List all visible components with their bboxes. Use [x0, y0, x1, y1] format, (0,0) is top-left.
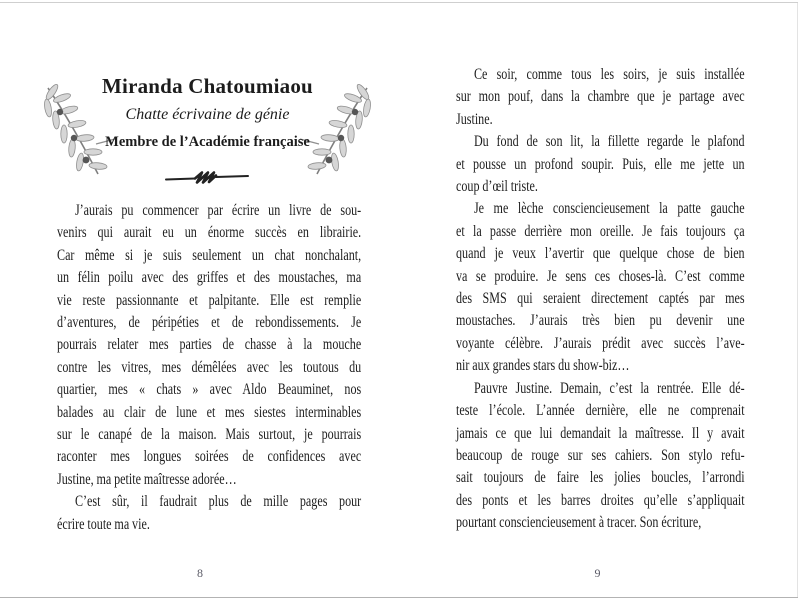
text-line: un félin poilu avec des griffes et des moustaches, ma [57, 269, 362, 287]
book-page-right [430, 0, 770, 601]
text-line: balades au clair de lune et mes siestes interminables [57, 403, 362, 421]
text-line: sait toujours de faire les jolies boucles, l’arrondi [456, 469, 745, 487]
text-line: Justine. [456, 110, 493, 128]
text-line: Ce soir, comme tous les soirs, je suis installée [473, 66, 745, 83]
text-line: vie reste passionnante et palpitante. Elle est remplie [57, 291, 362, 309]
text-line: beaucoup de rouge sur ses cahiers. Son stylo refu- [456, 446, 745, 464]
text-line: Du fond de son lit, la fillette regarde le plafond [473, 133, 745, 151]
text-line: pourrais relater mes parties de chasse à la mouche [57, 336, 362, 354]
text-line: va se produire. Je sens ces choses-là. C’est comme [456, 267, 745, 285]
text-line: Je me lèche consciencieusement la patte gauche [473, 200, 745, 218]
text-line: contre les vitres, mes démêlées avec les toutous du [57, 358, 362, 376]
page-number-left: 8 [197, 566, 203, 580]
text-line: sur le canapé de la maison. Mais surtout, je pourrais [57, 426, 362, 444]
page-number-right: 9 [594, 566, 601, 580]
text-line: Pauvre Justine. Demain, c’est la rentrée. Elle dé- [473, 379, 745, 397]
text-line: J’aurais pu commencer par écrire un livre de sou- [74, 202, 362, 219]
text-line: quand je veux l’avertir que quelque chose de bien [456, 245, 745, 263]
text-line: des ponts et les barres droites qu’elle s’appliquait [456, 491, 745, 509]
text-line: raconter mes longues soirées de confidences avec [57, 448, 362, 466]
squiggle-divider-icon [163, 169, 251, 187]
text-line: quartier, mes « chats » avec Aldo Beauminet, nos [57, 381, 362, 399]
text-line: d’aventures, de péripéties et de rebondissements. Je [57, 314, 362, 332]
text-line: C’est sûr, il faudrait plus de mille pages pour [74, 493, 362, 511]
text-line: voyante célèbre. J’aurais prédit avec succès l’ave- [456, 334, 745, 352]
text-line: et pousse un profond soupir. Puis, elle me jette un [456, 155, 745, 173]
text-line: nir aux grandes stars du show-biz… [456, 357, 630, 375]
text-line: et la passe derrière mon oreille. Je fais toujours ça [456, 222, 745, 240]
left-page-body-text [57, 200, 361, 536]
text-line: venirs qui aurait eu un énorme succès en librairie. [57, 224, 362, 242]
text-line: Justine, ma petite maîtresse adorée… [57, 470, 237, 488]
text-line: jamais ce que lui demandait la maîtresse. Il y avait [456, 424, 745, 442]
text-line: écrire toute ma vie. [57, 515, 150, 533]
text-line: coup d’œil triste. [456, 178, 538, 196]
text-line: teste l’école. L’année dernière, elle ne comprenait [456, 402, 745, 420]
right-page-body-text [456, 64, 745, 535]
book-page-left [40, 0, 375, 601]
text-line: sur mon pouf, dans la chambre que je partage avec [456, 88, 745, 106]
chapter-subtitle: Chatte écrivaine de génie [125, 106, 290, 123]
chapter-affiliation: Membre de l’Académie française [105, 134, 310, 150]
text-line: pourtant consciencieusement à tracer. Son écriture, [456, 514, 702, 532]
text-line: moustaches. J’aurais très bien pu devenir une [456, 312, 745, 330]
chapter-title: Miranda Chatoumiaou [102, 74, 313, 98]
text-line: des SMS qui seraient directement captés par mes [456, 290, 745, 308]
text-line: Car même si je suis seulement un chat nonchalant, [57, 246, 362, 264]
